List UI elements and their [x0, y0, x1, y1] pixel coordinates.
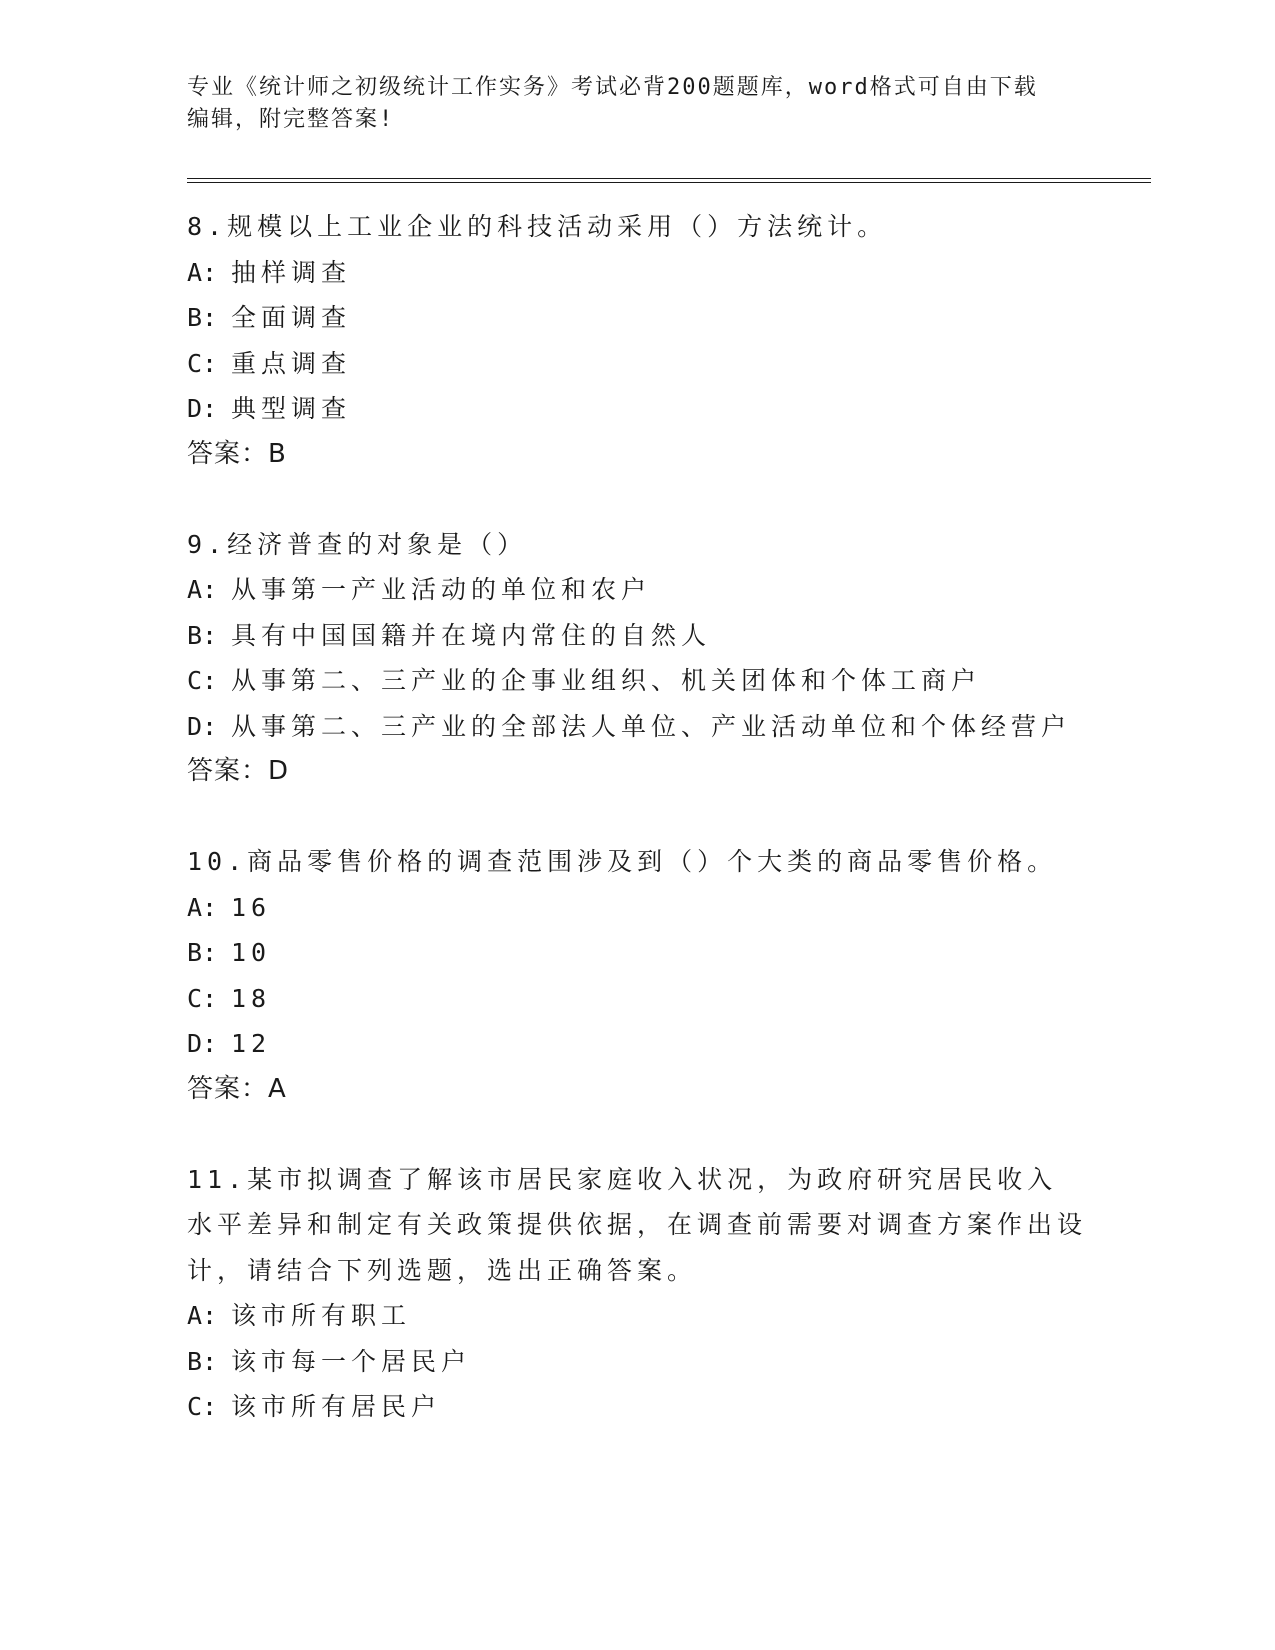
option-c [187, 341, 1087, 387]
option-b [187, 613, 1087, 659]
option-b [187, 930, 1087, 976]
question-10 [187, 839, 1087, 1112]
option-text: 12 [231, 1029, 272, 1058]
option-b [187, 1339, 1087, 1385]
option-text: 10 [231, 938, 272, 967]
question-8 [187, 204, 1087, 477]
option-text: 16 [231, 892, 272, 922]
option-a [187, 250, 1087, 296]
option-label: D: [187, 394, 218, 423]
option-a [187, 885, 1087, 931]
option-label: D: [187, 711, 218, 741]
option-label: C: [187, 666, 218, 695]
question-stem: 9.经济普查的对象是（） [187, 529, 528, 559]
option-d [187, 704, 1087, 750]
question-9 [187, 522, 1087, 795]
option-label: B: [187, 303, 218, 332]
option-text: 重点调查 [231, 348, 352, 378]
option-c [187, 1384, 1087, 1430]
option-a [187, 567, 1087, 613]
header-line-2: 编辑，附完整答案! [187, 107, 395, 132]
option-label: B: [187, 938, 218, 967]
option-label: A: [187, 257, 218, 287]
question-stem: 11.某市拟调查了解该市居民家庭收入状况，为政府研究居民收入水平差异和制定有关政策提供依据，在调查前需要对调查方案作出设计，请结合下列选题，选出正确答案。 [187, 1164, 1088, 1285]
option-c [187, 658, 1087, 704]
option-label: A: [187, 892, 218, 922]
option-text: 典型调查 [231, 394, 352, 423]
option-label: C: [187, 1392, 218, 1421]
option-label: A: [187, 575, 218, 604]
option-b [187, 295, 1087, 341]
answer-line: 答案：A [187, 1073, 287, 1104]
option-label: B: [187, 1346, 218, 1376]
option-text: 抽样调查 [231, 257, 352, 287]
option-text: 具有中国国籍并在境内常住的自然人 [231, 620, 712, 650]
option-text: 该市所有职工 [231, 1301, 412, 1330]
option-label: C: [187, 983, 218, 1013]
option-text: 全面调查 [231, 303, 352, 332]
option-label: A: [187, 1301, 218, 1330]
option-label: D: [187, 1029, 218, 1058]
option-text: 从事第一产业活动的单位和农户 [231, 575, 652, 604]
option-label: C: [187, 348, 218, 378]
question-stem: 8.规模以上工业企业的科技活动采用（）方法统计。 [187, 212, 888, 241]
option-text: 该市每一个居民户 [231, 1346, 472, 1376]
question-stem: 10.商品零售价格的调查范围涉及到（）个大类的商品零售价格。 [187, 847, 1058, 876]
answer-line: 答案：B [187, 438, 287, 469]
answer-line: 答案：D [187, 756, 290, 786]
header-divider [187, 178, 1151, 183]
option-text: 18 [231, 983, 272, 1013]
header-line-1: 专业《统计师之初级统计工作实务》考试必背200题题库，word格式可自由下载 [187, 75, 1038, 100]
question-11 [187, 1157, 1087, 1430]
question-list [187, 204, 1087, 1475]
option-a [187, 1293, 1087, 1339]
option-label: B: [187, 620, 218, 650]
option-c [187, 976, 1087, 1022]
option-text: 从事第二、三产业的全部法人单位、产业活动单位和个体经营户 [231, 711, 1072, 741]
option-d [187, 1021, 1087, 1067]
option-text: 该市所有居民户 [231, 1392, 442, 1421]
option-text: 从事第二、三产业的企事业组织、机关团体和个体工商户 [231, 666, 982, 695]
document-header [187, 72, 1087, 136]
option-d [187, 386, 1087, 432]
